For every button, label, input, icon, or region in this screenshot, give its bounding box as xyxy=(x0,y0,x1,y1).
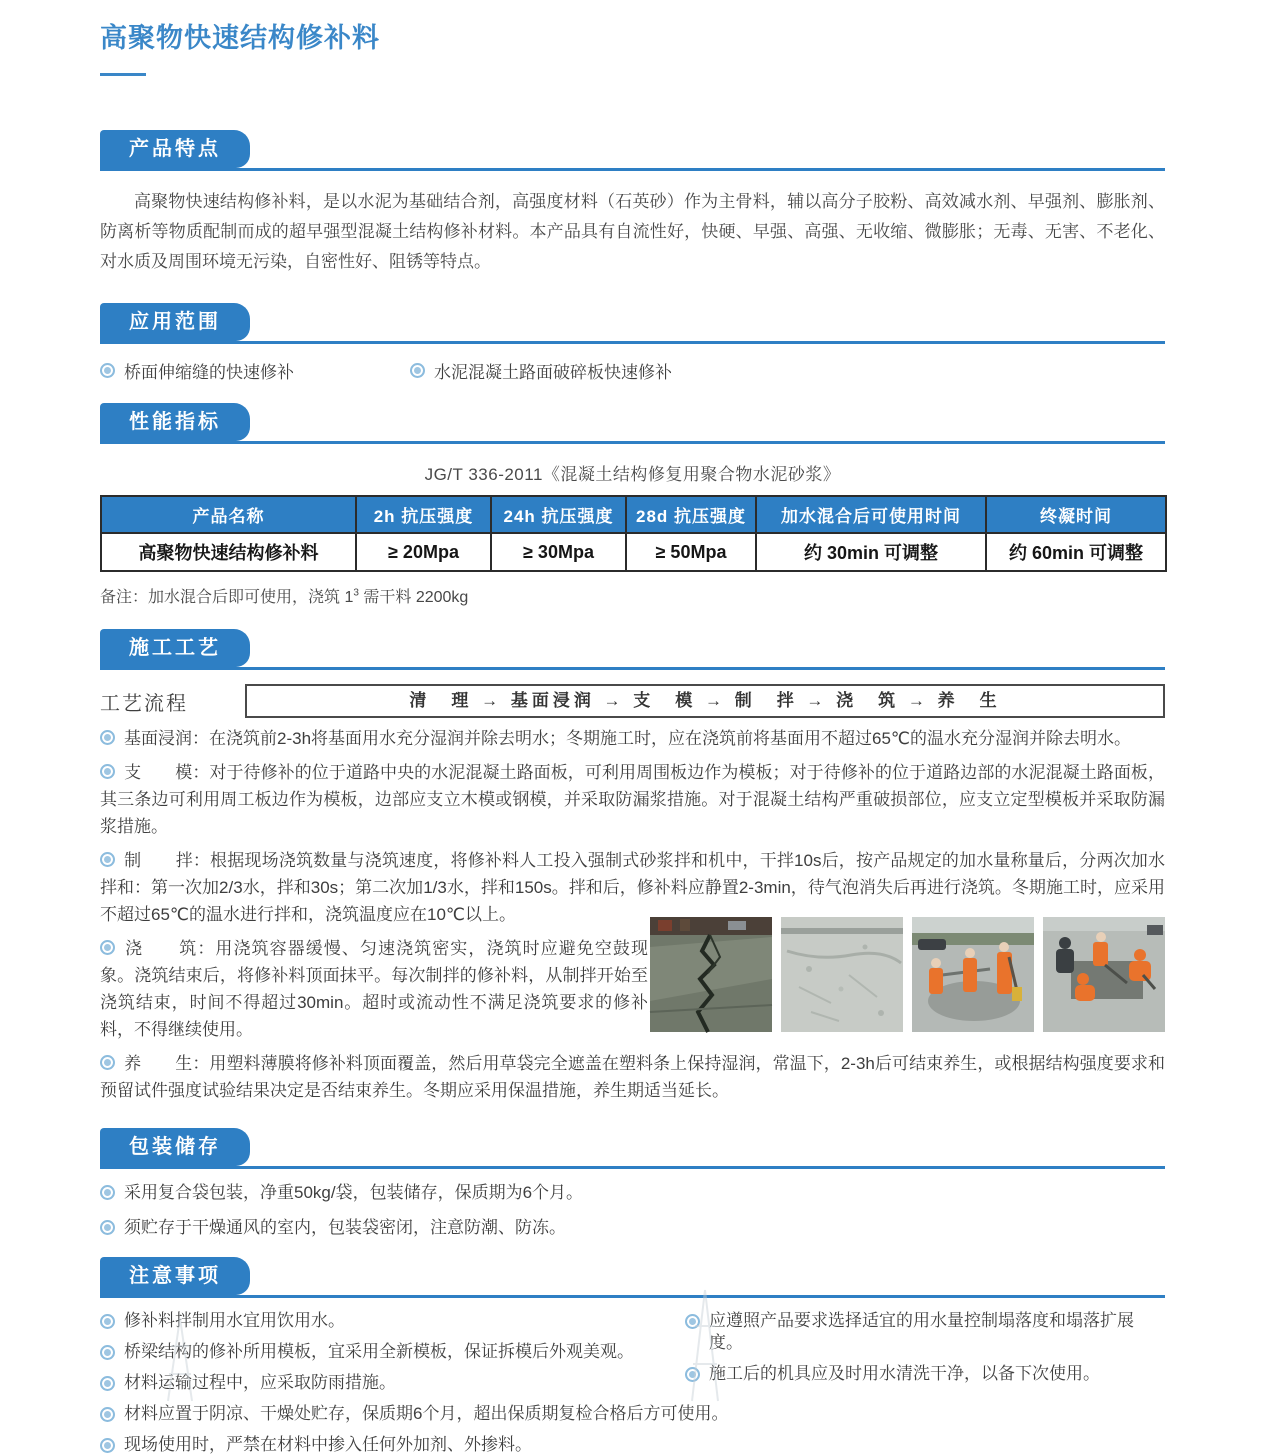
ring-bullet-icon xyxy=(100,363,115,378)
applications-list xyxy=(100,358,1165,383)
step-pouring xyxy=(100,935,648,1043)
application-item xyxy=(100,358,410,383)
col-header: 产品名称 xyxy=(101,496,356,533)
ring-bullet-icon xyxy=(100,940,115,955)
application-text: 桥面伸缩缝的快速修补 xyxy=(124,363,294,382)
section-tab-packaging: 包装储存 xyxy=(100,1128,250,1166)
application-text: 水泥混凝土路面破碎板快速修补 xyxy=(434,363,672,382)
section-tab-features: 产品特点 xyxy=(100,130,250,168)
ring-bullet-icon xyxy=(100,730,115,745)
watermark-tower-sketch xyxy=(140,1318,220,1401)
performance-table xyxy=(100,495,1167,572)
photo-workers-patching xyxy=(1043,917,1165,1032)
step-text: 制 拌：根据现场浇筑数量与浇筑速度，将修补料人工投入强制式砂浆拌和机中，干拌10s后，按产品规定的加水量称量后，分两次加水拌和：第一次加2/3水，拌和30s；第二次加1/3水，拌和150s。拌和后，修补料应静置2-3min，待气泡消失后再进行浇筑。冬期施工时，应采用不超过65℃的温水进行拌和，浇筑温度应在10℃以上。 xyxy=(100,851,1165,925)
col-header: 终凝时间 xyxy=(986,496,1166,533)
table-cell: ≥ 50Mpa xyxy=(626,533,756,571)
step-curing xyxy=(100,1050,1165,1104)
process-flow-box: 清 理 → 基面浸润 → 支 模 → 制 拌 → 浇 筑 → 养 生 xyxy=(245,684,1165,718)
section-header-features xyxy=(100,130,1165,171)
note-item-text: 材料运输过程中，应采取防雨措施。 xyxy=(124,1373,396,1393)
ring-bullet-icon xyxy=(100,1376,115,1391)
col-header: 2h 抗压强度 xyxy=(356,496,491,533)
ring-bullet-icon xyxy=(100,764,115,779)
note-item-text: 材料应置于阴凉、干燥处贮存，保质期6个月，超出保质期复检合格后方可使用。 xyxy=(124,1404,729,1424)
table-cell: ≥ 30Mpa xyxy=(491,533,626,571)
packaging-text: 采用复合袋包装，净重50kg/袋，包装储存，保质期为6个月。 xyxy=(124,1183,584,1203)
step-mixing xyxy=(100,847,1165,928)
note-text: 需干料 2200kg xyxy=(358,589,469,606)
step-text: 支 模：对于待修补的位于道路中央的水泥混凝土路面板，可利用周围板边作为模板；对于待修补的位于道路边部的水泥混凝土路面板，其三条边可利用周工板边作为模板，边部应支立木模或钢模，并采取防漏浆措施。对于混凝土结构严重破损部位，应支立定型模板并采取防漏浆措施。 xyxy=(100,763,1165,837)
section-tab-applications: 应用范围 xyxy=(100,303,250,341)
page-title: 高聚物快速结构修补料 xyxy=(100,23,380,53)
ring-bullet-icon xyxy=(100,1438,115,1453)
col-header: 28d 抗压强度 xyxy=(626,496,756,533)
ring-bullet-icon xyxy=(100,1407,115,1422)
step-formwork xyxy=(100,759,1165,840)
note-item-text: 修补料拌制用水宜用饮用水。 xyxy=(124,1311,345,1331)
step-text: 养 生：用塑料薄膜将修补料顶面覆盖，然后用草袋完全遮盖在塑料条上保持湿润，常温下，2-3h后可结束养生，或根据结构强度要求和预留试件强度试验结果决定是否结束养生。冬期应采用保温措施，养生期适当延长。 xyxy=(100,1054,1165,1101)
notes-right-column xyxy=(685,1310,1165,1394)
table-note xyxy=(100,584,1165,607)
note-item-text: 施工后的机具应及时用水清洗干净，以备下次使用。 xyxy=(709,1364,1100,1384)
standard-reference: JG/T 336-2011《混凝土结构修复用聚合物水泥砂浆》 xyxy=(424,465,841,484)
step-surface-soaking xyxy=(100,725,1165,752)
note-item xyxy=(685,1310,1165,1354)
photo-road-repair-crew xyxy=(912,917,1034,1032)
note-text: 备注：加水混合后即可使用，浇筑 1 xyxy=(100,589,354,606)
flow-label: 工艺流程 xyxy=(100,692,188,715)
section-tab-construction: 施工工艺 xyxy=(100,629,250,667)
col-header: 加水混合后可使用时间 xyxy=(756,496,986,533)
packaging-text: 须贮存于干燥通风的室内，包装袋密闭，注意防潮、防冻。 xyxy=(124,1218,566,1238)
note-item xyxy=(685,1363,1165,1385)
packaging-item xyxy=(100,1216,1165,1239)
pouring-and-photos-row xyxy=(100,935,1165,1043)
section-header-packaging xyxy=(100,1128,1165,1169)
ring-bullet-icon xyxy=(100,1345,115,1360)
section-header-notes xyxy=(100,1257,1165,1298)
ring-bullet-icon xyxy=(100,1185,115,1200)
table-cell: ≥ 20Mpa xyxy=(356,533,491,571)
table-cell: 高聚物快速结构修补料 xyxy=(101,533,356,571)
note-item-text: 桥梁结构的修补所用模板，宜采用全新模板，保证拆模后外观美观。 xyxy=(124,1342,634,1362)
site-photos-strip xyxy=(650,917,1165,1032)
ring-bullet-icon xyxy=(100,1314,115,1329)
ring-bullet-icon xyxy=(100,1220,115,1235)
table-cell: 约 30min 可调整 xyxy=(756,533,986,571)
note-superscript: 3 xyxy=(353,587,359,599)
note-item xyxy=(100,1403,1165,1425)
photo-broken-concrete-slab xyxy=(781,917,903,1032)
title-underline xyxy=(100,73,146,76)
ring-bullet-icon xyxy=(100,852,115,867)
watermark-tower-sketch xyxy=(660,1290,750,1401)
ring-bullet-icon xyxy=(410,363,425,378)
col-header: 24h 抗压强度 xyxy=(491,496,626,533)
note-item-text: 现场使用时，严禁在材料中掺入任何外加剂、外掺料。 xyxy=(124,1435,532,1455)
section-tab-notes: 注意事项 xyxy=(100,1257,250,1295)
step-text: 浇 筑：用浇筑容器缓慢、匀速浇筑密实，浇筑时应避免空鼓现象。浇筑结束后，将修补料顶面抹平。每次制拌的修补料，从制拌开始至浇筑结束，时间不得超过30min。超时或流动性不满足浇筑要求的修补料，不得继续使用。 xyxy=(100,939,648,1040)
section-header-applications xyxy=(100,303,1165,344)
table-cell: 约 60min 可调整 xyxy=(986,533,1166,571)
note-item xyxy=(100,1434,1165,1456)
photo-cracked-pavement xyxy=(650,917,772,1032)
section-tab-performance: 性能指标 xyxy=(100,403,250,441)
packaging-item xyxy=(100,1181,1165,1204)
ring-bullet-icon xyxy=(100,1055,115,1070)
process-flow xyxy=(100,684,1165,718)
note-item-text: 应遵照产品要求选择适宜的用水量控制塌落度和塌落扩展度。 xyxy=(709,1311,1134,1353)
table-row xyxy=(101,533,1166,571)
step-text: 基面浸润：在浇筑前2-3h将基面用水充分湿润并除去明水；冬期施工时，应在浇筑前将基面用不超过65℃的温水充分湿润并除去明水。 xyxy=(124,729,1132,749)
section-header-performance xyxy=(100,403,1165,444)
notes-list xyxy=(100,1310,1165,1456)
section-header-construction xyxy=(100,629,1165,670)
table-header-row xyxy=(101,496,1166,533)
features-paragraph: 高聚物快速结构修补料，是以水泥为基础结合剂，高强度材料（石英砂）作为主骨料，辅以高分子胶粉、高效减水剂、早强剂、膨胀剂、防离析等物质配制而成的超早强型混凝土结构修补材料。本产品具有自流性好，快硬、早强、高强、无收缩、微膨胀；无毒、无害、不老化、对水质及周围环境无污染，自密性好、阻锈等特点。 xyxy=(100,192,1165,271)
application-item xyxy=(410,358,672,383)
